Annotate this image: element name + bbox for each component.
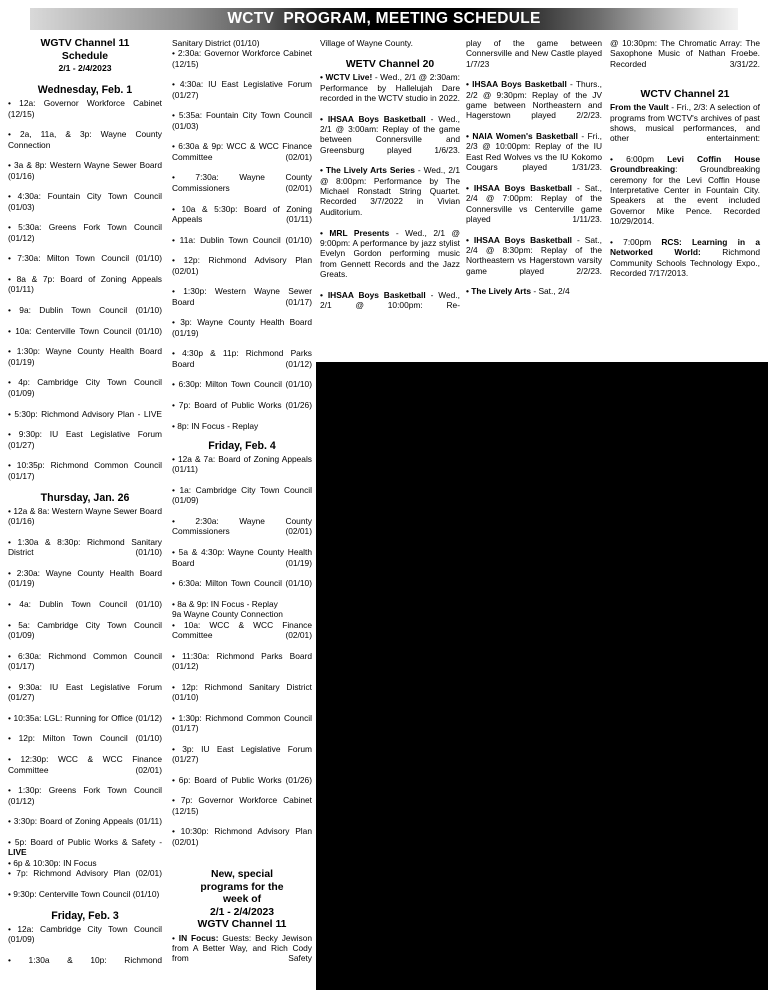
- program-description: - Fri., 2/3 @ 10:00pm: Replay of the IU East Red Wolves vs the IU Kokomo Cougars played 1/31/23.: [466, 131, 602, 173]
- special-program-in-focus: [172, 933, 312, 974]
- list-item: • 2:30a: Governor Workforce Cabinet (12/15): [172, 48, 312, 69]
- column-1: [8, 38, 162, 976]
- list-item: • 9:30a: IU East Legislative Forum (01/27): [8, 681, 162, 703]
- program-name: RCS: Learning in a Networked World:: [610, 236, 760, 258]
- list-item: • 10:35p: Richmond Common Council (01/17): [8, 460, 162, 481]
- program-description: : Groundbreaking ceremony for the Levi Coffin House Interpretative Center in Fountain City. Speakers at the event included Governor Mike Pence. Recorded 10/29/2014.: [610, 164, 760, 227]
- program-name: • IHSAA Boys Basketball: [320, 289, 426, 300]
- program-description: - Wed., 2/1 @ 9:00pm: A performance by jazz stylist Evelyn Gordon performing music from Gennett Records and the Jazz Greats.: [320, 227, 460, 279]
- list-item: • 1:30p: Wayne County Health Board (01/19): [8, 346, 162, 367]
- list-item: • 1:30p: Western Wayne Sewer Board (01/17): [172, 286, 312, 307]
- list-item: 9a Wayne County Connection: [172, 609, 283, 620]
- wgtv-date-range: 2/1 - 2/4/2023: [58, 63, 112, 74]
- list-item: • 10a: WCC & WCC Finance Committee (02/01): [172, 619, 312, 640]
- black-region-block: [316, 362, 768, 990]
- list-item: • 12:30p: WCC & WCC Finance Committee (02/01): [8, 754, 162, 775]
- list-item: • 4p: Cambridge City Town Council (01/09): [8, 377, 162, 398]
- program-description: - Wed., 2/1 @ 2:30am: Performance by Hallelujah Dare recorded in the WCTV studio in 2022.: [320, 72, 460, 104]
- list-item: • 3:30p: Board of Zoning Appeals (01/11): [8, 816, 162, 827]
- program-name: • WCTV Live!: [320, 72, 373, 83]
- list-item: • 10a: Centerville Town Council (01/10): [8, 325, 162, 336]
- list-item: • 11a: Dublin Town Council (01/10): [172, 234, 312, 245]
- time-label: • 6:00pm: [610, 154, 668, 165]
- day-friday-feb3-list: [8, 924, 162, 976]
- list-item: • 6:30p: Milton Town Council (01/10): [172, 379, 312, 390]
- column-continuation: Village of Wayne County.: [320, 38, 413, 48]
- day-heading-friday-feb4: Friday, Feb. 4: [208, 440, 276, 453]
- special-heading-line-2: programs for the: [200, 881, 284, 893]
- from-the-vault-intro: [610, 102, 760, 154]
- program-name: • MRL Presents: [320, 227, 390, 238]
- segment-name: From the Vault: [610, 102, 669, 113]
- list-item: • 3p: IU East Legislative Forum (01/27): [172, 743, 312, 765]
- list-item-text: • 5p: Board of Public Works & Safety -: [8, 836, 162, 847]
- list-item: • 5:30p: Richmond Advisory Plan - LIVE: [8, 408, 162, 419]
- list-item: • 12p: Richmond Sanitary District (01/10): [172, 681, 312, 702]
- list-item: • 8a & 9p: IN Focus - Replay: [172, 598, 278, 609]
- list-item: [320, 228, 460, 290]
- program-name: • The Lively Arts: [466, 286, 531, 297]
- day-friday-feb4-list: [172, 454, 312, 857]
- column-continuation: Sanitary District (01/10): [172, 38, 260, 48]
- list-item: • 2a, 11a, & 3p: Wayne County Connection: [8, 129, 162, 150]
- list-item: • 1:30a & 10p: Richmond: [8, 955, 162, 965]
- list-item: • 9:30p: Centerville Town Council (01/10): [8, 888, 160, 899]
- list-item: • 1:30p: Greens Fork Town Council (01/12): [8, 785, 162, 806]
- list-item: • 4a: Dublin Town Council (01/10): [8, 599, 162, 609]
- program-description: - Wed., 2/1 @ 10:00pm: Re-: [320, 289, 460, 310]
- list-item: • 5a: Cambridge City Town Council (01/09): [8, 619, 162, 641]
- day-heading-friday-feb3: Friday, Feb. 3: [51, 909, 119, 922]
- special-heading-line-3: week of: [222, 894, 262, 906]
- list-item: • 8p: IN Focus - Replay: [172, 420, 259, 431]
- list-item: • 6:30a: Milton Town Council (01/10): [172, 578, 312, 589]
- list-item: • 11:30a: Richmond Parks Board (01/12): [172, 650, 312, 671]
- column-continuation: play of the game between Connersville and New Castle played 1/7/23: [466, 38, 602, 69]
- column-2-list: [172, 48, 312, 431]
- list-item: • 8a & 7p: Board of Zoning Appeals (01/11): [8, 274, 162, 295]
- list-item-live: [8, 837, 162, 858]
- list-item: • 7p: Richmond Advisory Plan (02/01): [8, 867, 162, 878]
- list-item: [320, 165, 460, 227]
- list-item: • 6:30a & 9p: WCC & WCC Finance Committee (02/01): [172, 141, 312, 162]
- segment-description: - Fri., 2/3: A selection of programs from WCTV's archives of past shows, musical performances, and other entertainment:: [610, 102, 760, 144]
- list-item: • 4:30a: Fountain City Town Council (01/03): [8, 191, 162, 212]
- list-item: • 12a: Cambridge City Town Council (01/09): [8, 923, 162, 945]
- program-description: - Wed., 2/1 @ 8:00pm: Performance by The Michael Ronstadt String Quartet. Recorded 3/7/2022 in Vivian Auditorium.: [320, 165, 460, 217]
- program-description: - Sat., 2/4: [531, 286, 570, 297]
- list-item: • 6p & 10:30p: IN Focus: [8, 857, 97, 868]
- list-item: • 3p: Wayne County Health Board (01/19): [172, 317, 312, 338]
- program-description: Guests: Becky Jewison from A Better Way, and Rich Cody from Safety: [172, 932, 313, 964]
- list-item: • 10:35a: LGL: Running for Office (01/12): [8, 712, 162, 723]
- program-name: • IHSAA Boys Basketball: [466, 234, 573, 245]
- bullet-glyph: •: [172, 932, 179, 943]
- list-item: [320, 114, 460, 166]
- special-heading-line-5: WGTV Channel 11: [197, 919, 287, 931]
- list-item: • 1a: Cambridge City Town Council (01/09): [172, 485, 312, 506]
- day-wednesday-list: [8, 98, 162, 481]
- list-item: • 10:30p: Richmond Advisory Plan (02/01): [172, 826, 312, 847]
- column-4: [466, 38, 602, 297]
- list-item: • 4:30p & 11p: Richmond Parks Board (01/12): [172, 348, 312, 369]
- day-heading-wednesday: Wednesday, Feb. 1: [37, 84, 133, 97]
- list-item: • 7:30a: Milton Town Council (01/10): [8, 253, 162, 264]
- list-item: • 6:30a: Richmond Common Council (01/17): [8, 650, 162, 672]
- list-item: • 3a & 8p: Western Wayne Sewer Board (01/16): [8, 160, 162, 181]
- column-continuation: @ 10:30pm: The Chromatic Array: The Saxophone Music of Nathan Froebe. Recorded 3/31/22.: [610, 38, 760, 69]
- program-name: • IHSAA Boys Basketball: [466, 182, 573, 193]
- list-item: • 5a & 4:30p: Wayne County Health Board (01/19): [172, 547, 312, 568]
- list-item: [320, 290, 460, 321]
- day-thursday-list: [8, 506, 162, 899]
- list-item: [466, 79, 602, 131]
- list-item: [320, 72, 460, 113]
- list-item: • 4:30a: IU East Legislative Forum (01/27): [172, 79, 312, 100]
- program-name: • IHSAA Boys Basketball: [466, 79, 567, 90]
- live-badge: LIVE: [8, 847, 27, 858]
- page-masthead: [30, 8, 738, 30]
- column-4-list: [466, 79, 602, 296]
- time-label: • 7:00pm: [610, 236, 662, 247]
- list-item: [466, 286, 602, 296]
- program-description: - Sat., 2/4 @ 7:00pm: Replay of the Connersville vs Centerville game played 1/11/23.: [466, 182, 602, 224]
- program-name: Levi Coffin House Groundbreaking: [610, 154, 760, 175]
- list-item: • 7:30a: Wayne County Commissioners (02/01): [172, 172, 312, 193]
- list-item: • 7p: Governor Workforce Cabinet (12/15): [172, 795, 312, 816]
- wctv-channel-21-heading: WCTV Channel 21: [640, 89, 730, 101]
- list-item: [466, 183, 602, 235]
- list-item: • 12p: Richmond Advisory Plan (02/01): [172, 255, 312, 276]
- special-heading-line-4: 2/1 - 2/4/2023: [209, 906, 275, 918]
- wgtv-schedule-subheading: Schedule: [61, 50, 109, 62]
- list-item: • 12a & 7a: Board of Zoning Appeals (01/11): [172, 454, 312, 475]
- list-item: • 5:30a: Greens Fork Town Council (01/12): [8, 222, 162, 243]
- column-3: [320, 38, 460, 321]
- wctv-channel-21-list: [610, 154, 760, 278]
- list-item: • 2:30a: Wayne County Health Board (01/19): [8, 567, 162, 589]
- program-description: - Wed., 2/1 @ 3:00am: Replay of the game between Connersville and Greensburg played 1/6/23.: [320, 113, 460, 155]
- program-name: IN Focus:: [178, 932, 219, 943]
- page-title: WCTV PROGRAM, MEETING SCHEDULE: [227, 10, 541, 27]
- column-5: [610, 38, 760, 278]
- special-heading-line-1: New, special: [211, 869, 273, 881]
- column-2: [172, 38, 312, 974]
- program-description: - Thurs., 2/2 @ 9:30pm: Replay of the JV game between Northeastern and Hagerstown played 2/2/23.: [466, 79, 602, 121]
- wetv-channel-20-list: [320, 72, 460, 320]
- wgtv-channel-11-heading: WGTV Channel 11: [40, 38, 130, 49]
- list-item: • 9:30p: IU East Legislative Forum (01/27): [8, 429, 162, 450]
- list-item: • 2:30a: Wayne County Commissioners (02/01): [172, 516, 312, 537]
- program-name: • NAIA Women's Basketball: [466, 131, 578, 142]
- wetv-channel-20-heading: WETV Channel 20: [345, 59, 435, 71]
- list-item: • 12a & 8a: Western Wayne Sewer Board (01/16): [8, 505, 162, 527]
- list-item: • 12a: Governor Workforce Cabinet (12/15): [8, 98, 162, 119]
- list-item: • 7p: Board of Public Works (01/26): [172, 400, 312, 411]
- program-description: Richmond Community Schools Technology Expo., Recorded 7/17/2013.: [610, 247, 760, 278]
- program-name: • The Lively Arts Series: [320, 165, 415, 176]
- list-item: • 1:30a & 8:30p: Richmond Sanitary District (01/10): [8, 536, 162, 558]
- list-item: [610, 154, 760, 237]
- program-description: - Sat., 2/4 @ 8:30pm: Replay of the Northeastern vs Hagerstown varsity game played 2/2/23.: [466, 234, 602, 276]
- list-item: [466, 235, 602, 287]
- list-item: • 12p: Milton Town Council (01/10): [8, 733, 162, 744]
- list-item: • 5:35a: Fountain City Town Council (01/03): [172, 110, 312, 131]
- list-item: • 6p: Board of Public Works (01/26): [172, 774, 312, 785]
- list-item: • 10a & 5:30p: Board of Zoning Appeals (01/11): [172, 203, 312, 224]
- program-name: • IHSAA Boys Basketball: [320, 113, 426, 124]
- list-item: [466, 131, 602, 183]
- list-item: • 9a: Dublin Town Council (01/10): [8, 305, 162, 316]
- day-heading-thursday: Thursday, Jan. 26: [40, 491, 130, 504]
- list-item: • 1:30p: Richmond Common Council (01/17): [172, 712, 312, 733]
- list-item: [610, 237, 760, 278]
